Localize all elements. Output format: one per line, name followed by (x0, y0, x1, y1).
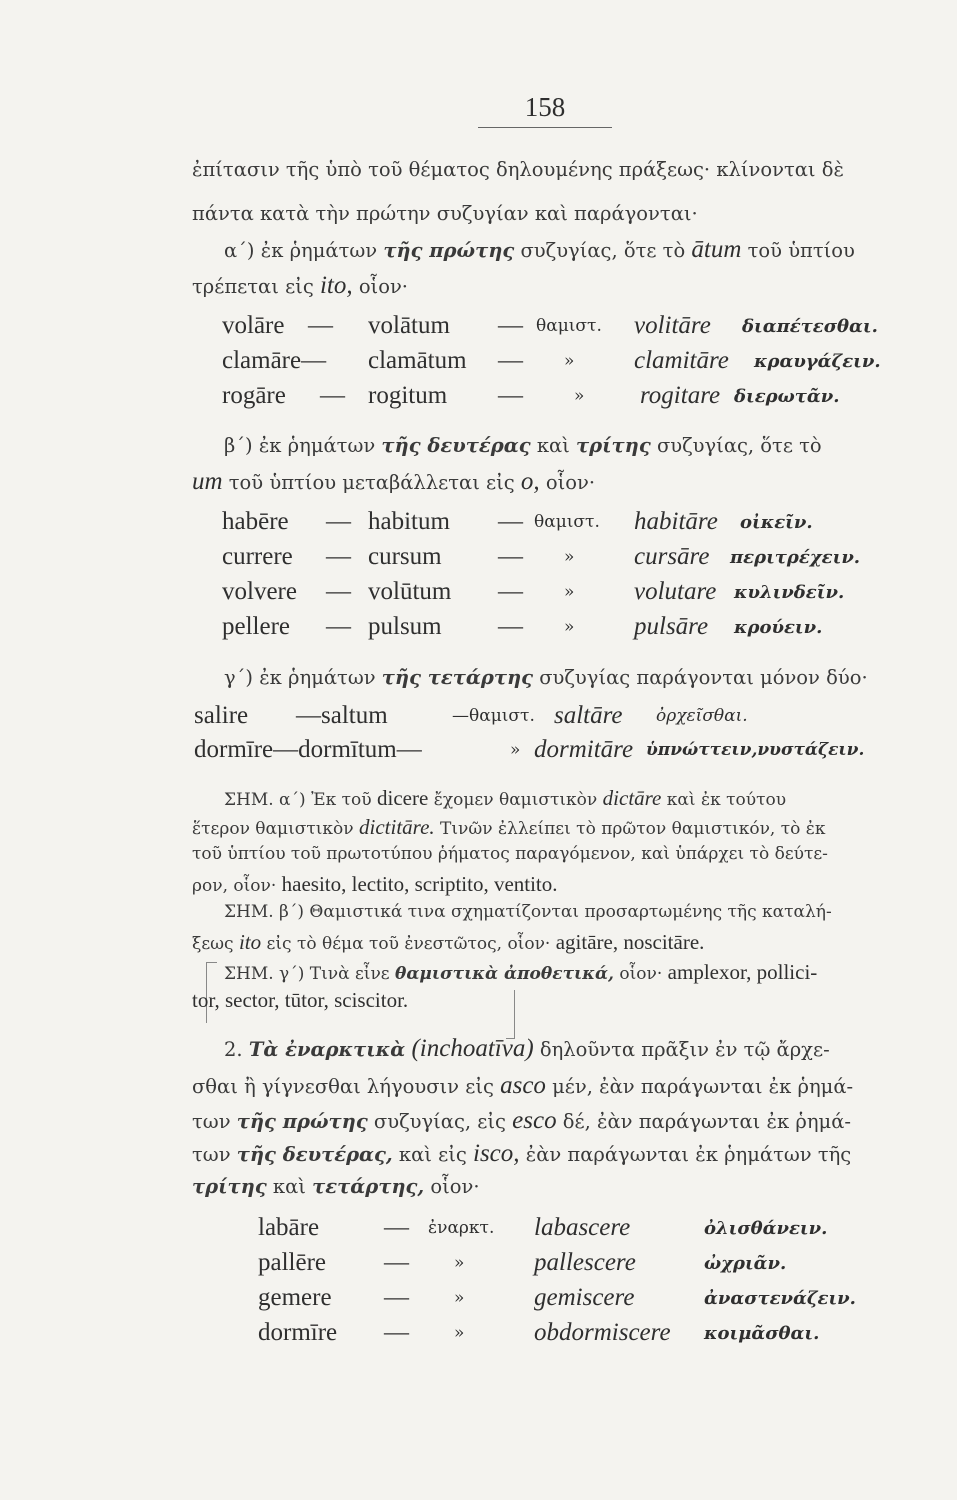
frequentative: volitāre (634, 312, 711, 339)
supine: volūtum (368, 578, 452, 605)
frequentative: habitāre (634, 508, 718, 535)
section-2-line-1 (224, 1035, 830, 1063)
bold-text: τῆς πρώτης (236, 1110, 368, 1133)
inchoative: gemiscere (534, 1284, 635, 1311)
bold-text: τῆς δευτέρας, (236, 1143, 393, 1166)
note-1-line-3: τοῦ ὑπτίου τοῦ πρωτοτύπου ῥήματος παραγόμενον, καὶ ὑπάρχει τὸ δεύτε- (192, 844, 828, 864)
latin-term: esco (512, 1107, 557, 1134)
dash: — (498, 508, 523, 535)
text: ἔχομεν θαμιστικὸν (433, 790, 598, 810)
latin-term: um (192, 468, 223, 495)
text: των (192, 1110, 231, 1133)
supine: rogitum (368, 382, 448, 409)
supine: volātum (368, 312, 450, 339)
abbreviation: » (454, 1323, 465, 1343)
section-2-line-5 (192, 1175, 480, 1198)
text: οἷον· (545, 471, 596, 494)
text: συζυγίας, ὅτε τὸ (520, 239, 686, 262)
latin-term: isco, (473, 1140, 520, 1167)
text: καὶ εἰς (398, 1143, 467, 1166)
text: β΄) ἐκ ῥημάτων (224, 434, 376, 457)
latin-term: tor, sector, tūtor, sciscitor. (192, 988, 409, 1012)
latin-term: agitāre, noscitāre. (555, 930, 705, 954)
text: καὶ (536, 434, 570, 457)
latin-term: haesito, lectito, scriptito, ventito. (281, 872, 558, 896)
bold-text: τῆς δευτέρας (381, 434, 531, 457)
dash: — (326, 543, 351, 570)
dash: — (326, 613, 351, 640)
frequentative: rogitare (640, 382, 721, 409)
greek-gloss: ὑπνώττειν,νυστάζειν. (646, 740, 865, 760)
latin-term: ātum (691, 236, 742, 263)
text: δέ, ἐὰν παράγωνται ἐκ ῥημά- (562, 1110, 851, 1133)
text: εἰς τὸ θέμα τοῦ ἐνεστῶτος, οἷον· (266, 934, 551, 954)
infinitive: habēre (222, 508, 289, 535)
frequentative: clamitāre (634, 347, 729, 374)
bold-text: τῆς τετάρτης (381, 666, 533, 689)
dash: — (320, 382, 345, 409)
text: συζυγίας, ὅτε τὸ (656, 434, 822, 457)
dash: — (384, 1214, 409, 1241)
margin-bracket-right (506, 990, 515, 1039)
bold-text: τρίτης (192, 1175, 267, 1198)
text: οἷον· (430, 1175, 480, 1198)
infinitive: labāre (258, 1214, 320, 1241)
inchoative: obdormiscere (534, 1319, 671, 1346)
section-b-line-1 (224, 434, 822, 457)
abbreviation: ἐναρκτ. (428, 1218, 495, 1238)
greek-gloss: ὀλισθάνειν. (704, 1218, 828, 1239)
supine: habitum (368, 508, 450, 535)
abbreviation: » (510, 740, 521, 760)
section-number: 2. (224, 1038, 243, 1061)
dash: — (498, 613, 523, 640)
dash: — (384, 1319, 409, 1346)
text: σθαι ἢ γίγνεσθαι λήγουσιν εἰς (192, 1075, 494, 1098)
frequentative: cursāre (634, 543, 710, 570)
greek-gloss: κρούειν. (734, 617, 823, 638)
text: των (192, 1143, 231, 1166)
latin-term: ito, (319, 272, 353, 299)
infinitive: pallēre (258, 1249, 327, 1276)
infinitive: currere (222, 543, 293, 570)
greek-gloss: περιτρέχειν. (730, 547, 861, 568)
greek-gloss: κοιμᾶσθαι. (704, 1323, 820, 1344)
abbreviation: θαμιστ. (534, 512, 600, 532)
dash: — (498, 347, 523, 374)
dash: — (326, 508, 351, 535)
text: ΣΗΜ. γ΄) Τινὰ εἶνε (224, 964, 390, 984)
abbreviation: » (454, 1253, 465, 1273)
latin-term: amplexor, pollici- (667, 960, 818, 984)
text: ρον, οἷον· (192, 876, 277, 896)
latin-term: dictitāre. (359, 815, 435, 839)
text: ξεως (192, 934, 234, 954)
frequentative: pulsāre (634, 613, 709, 640)
latin-term: asco (500, 1072, 546, 1099)
page-number: 158 (524, 92, 566, 122)
text: τρέπεται εἰς (192, 275, 314, 298)
infinitive: clamāre— (222, 347, 327, 374)
text: καὶ (272, 1175, 306, 1198)
abbreviation: » (564, 617, 575, 637)
infinitive: salire (194, 702, 249, 729)
frequentative: dormitāre (534, 736, 634, 763)
dash: — (498, 578, 523, 605)
dash: — (326, 578, 351, 605)
note-2-line-2 (192, 930, 704, 955)
note-3-line-1 (224, 960, 817, 985)
greek-gloss: διαπέτεσθαι. (742, 316, 878, 337)
section-b-line-2 (192, 468, 595, 496)
infinitive: dormīre—dormītum— (194, 736, 422, 763)
latin-term: (inchoatīva) (411, 1035, 534, 1062)
text: τοῦ ὑπτίου (747, 239, 855, 262)
infinitive: pellere (222, 613, 291, 640)
text: τοῦ ὑπτίου μεταβάλλεται εἰς (228, 471, 515, 494)
header-rule (478, 127, 612, 128)
note-1-line-4 (192, 872, 558, 897)
dash: — (384, 1249, 409, 1276)
abbreviation: » (564, 582, 575, 602)
intro-line-2: πάντα κατὰ τὴν πρώτην συζυγίαν καὶ παράγονται· (192, 202, 698, 225)
section-a-line-1 (224, 236, 855, 264)
latin-term: dictāre (602, 786, 662, 810)
supine: clamātum (368, 347, 467, 374)
section-2-line-2 (192, 1072, 853, 1100)
text: ΣΗΜ. α΄) Ἐκ τοῦ (224, 790, 372, 810)
dash: — (498, 382, 523, 409)
text: οἷον· (358, 275, 408, 298)
dash: — (498, 312, 523, 339)
greek-gloss: ὠχριᾶν. (704, 1253, 787, 1274)
latin-term: dicere (377, 786, 429, 810)
frequentative: volutare (634, 578, 717, 605)
text: ἕτερον θαμιστικὸν (192, 819, 354, 839)
text: μέν, ἐὰν παράγωνται ἐκ ῥημά- (552, 1075, 854, 1098)
abbreviation: θαμιστ. (536, 316, 602, 336)
abbreviation: » (574, 386, 585, 406)
frequentative: saltāre (554, 702, 623, 729)
supine: pulsum (368, 613, 442, 640)
note-1-line-2 (192, 815, 826, 840)
text: δηλοῦντα πρᾶξιν ἐν τῷ ἄρχε- (539, 1038, 830, 1061)
text: συζυγίας παράγονται μόνον δύο· (539, 666, 868, 689)
text: α΄) ἐκ ῥημάτων (224, 239, 378, 262)
bold-text: τρίτης (576, 434, 651, 457)
dash: — (308, 312, 333, 339)
inchoative: labascere (534, 1214, 631, 1241)
inchoative: pallescere (534, 1249, 636, 1276)
infinitive: volvere (222, 578, 297, 605)
infinitive: dormīre (258, 1319, 338, 1346)
text: καὶ ἐκ τούτου (666, 790, 787, 810)
abbreviation: —θαμιστ. (452, 706, 535, 726)
section-a-line-2 (192, 272, 408, 300)
bold-text: Τὰ ἐναρκτικὰ (248, 1038, 406, 1061)
greek-gloss: κυλινδεῖν. (734, 582, 845, 603)
infinitive: volāre (222, 312, 285, 339)
text: Τινῶν ἐλλείπει τὸ πρῶτον θαμιστικόν, τὸ ἐκ (440, 819, 826, 839)
dash: — (498, 543, 523, 570)
greek-gloss: οἰκεῖν. (740, 512, 813, 533)
section-2-line-4 (192, 1140, 851, 1168)
bold-text: θαμιστικὰ ἀποθετικά, (395, 964, 614, 984)
note-3-line-2 (192, 988, 408, 1013)
abbreviation: » (564, 547, 575, 567)
supine: cursum (368, 543, 442, 570)
abbreviation: » (564, 351, 575, 371)
supine: —saltum (296, 702, 388, 729)
text: ἐὰν παράγωνται ἐκ ῥημάτων τῆς (525, 1143, 852, 1166)
greek-gloss: ὀρχεῖσθαι. (656, 706, 748, 726)
intro-line-1: ἐπίτασιν τῆς ὑπὸ τοῦ θέματος δηλουμένης πράξεως· κλίνονται δὲ (192, 158, 844, 181)
section-2-line-3 (192, 1107, 851, 1135)
note-2-line-1: ΣΗΜ. β΄) Θαμιστικά τινα σχηματίζονται προσαρτωμένης τῆς καταλή- (224, 902, 832, 922)
dash: — (384, 1284, 409, 1311)
text: γ΄) ἐκ ῥημάτων (224, 666, 376, 689)
note-1-line-1 (224, 786, 786, 811)
text: συζυγίας, εἰς (373, 1110, 506, 1133)
greek-gloss: κραυγάζειν. (754, 351, 881, 372)
latin-term: o, (520, 468, 540, 495)
abbreviation: » (454, 1288, 465, 1308)
text: οἷον· (619, 964, 663, 984)
latin-term: ito (238, 930, 262, 954)
infinitive: rogāre (222, 382, 286, 409)
bold-text: τετάρτης, (312, 1175, 425, 1198)
greek-gloss: ἀναστενάζειν. (704, 1288, 856, 1309)
section-c-line (224, 666, 868, 689)
infinitive: gemere (258, 1284, 332, 1311)
greek-gloss: διερωτᾶν. (734, 386, 840, 407)
bold-text: τῆς πρώτης (383, 239, 515, 262)
